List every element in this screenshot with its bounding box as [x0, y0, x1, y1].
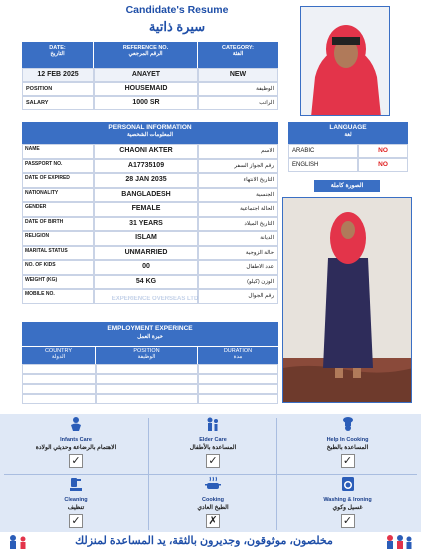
employment-row: [22, 384, 278, 394]
language-name: ARABIC: [288, 144, 358, 158]
employment-section: [22, 322, 278, 404]
personal-row-value: ISLAM: [94, 231, 198, 246]
personal-row-label: NO. OF KIDS: [22, 260, 94, 275]
col-country: COUNTRY: [44, 348, 73, 354]
personal-info-row: [22, 260, 278, 275]
personal-row-ar: التاريخ الميلاد: [198, 217, 278, 232]
salary-row: [22, 96, 278, 110]
personal-row-ar: التاريخ الانتهاء: [198, 173, 278, 188]
personal-row-value: 54 KG: [94, 275, 198, 290]
personal-row-ar: الديانة: [198, 231, 278, 246]
personal-row-ar: الجنسية: [198, 188, 278, 203]
personal-info-section: [22, 122, 278, 304]
personal-row-value: 28 JAN 2035: [94, 173, 198, 188]
personal-row-label: MOBILE NO.: [22, 289, 94, 304]
elder-icon: [150, 416, 276, 437]
personal-row-ar: رقم الجوال: [198, 289, 278, 304]
personal-row-label: DATE OF BIRTH: [22, 217, 94, 232]
personal-info-row: [22, 202, 278, 217]
service-elder-care: [150, 416, 276, 472]
employment-row: [22, 374, 278, 384]
service-label: Help In Cooking: [326, 437, 369, 443]
services-grid: [0, 414, 421, 532]
footer-slogan: مخلصون، موثوقون، وجديرون بالثقة، يد المساعدة لمنزلك: [75, 535, 333, 547]
service-washing-ironing: [278, 476, 417, 532]
portrait-photo: [300, 6, 390, 116]
service-checkbox[interactable]: ✓: [69, 514, 83, 528]
ref-value: ANAYET: [94, 68, 198, 82]
service-cooking: [150, 476, 276, 532]
position-label: POSITION: [22, 82, 94, 96]
service-cleaning: [4, 476, 148, 532]
service-checkbox[interactable]: ✓: [341, 514, 355, 528]
personal-row-value: FEMALE: [94, 202, 198, 217]
position-row: [22, 82, 278, 96]
employment-title: EMPLOYMENT EXPERINCE: [107, 325, 193, 332]
date-value: 12 FEB 2025: [22, 68, 94, 82]
col-duration: DURATION: [223, 348, 253, 354]
salary-label: SALARY: [22, 96, 94, 110]
language-level: NO: [358, 144, 408, 158]
employment-row: [22, 394, 278, 404]
personal-info-row: [22, 159, 278, 174]
title-en: Candidate's Resume: [125, 4, 229, 16]
full-body-photo: [282, 197, 412, 403]
personal-row-label: NATIONALITY: [22, 188, 94, 203]
personal-row-label: PASSPORT NO.: [22, 159, 94, 174]
service-label: Elder Care: [199, 437, 227, 443]
personal-row-value: 00: [94, 260, 198, 275]
personal-info-row: [22, 144, 278, 159]
personal-info-row: [22, 217, 278, 232]
chef-icon: [278, 416, 417, 437]
service-label-ar: تنظيف: [67, 505, 85, 511]
col-country-ar: الدولة: [51, 354, 66, 360]
pot-icon: [150, 476, 276, 497]
washer-icon: [278, 476, 417, 497]
language-title-ar: لغة: [344, 132, 352, 138]
category-header: CATEGORY:: [222, 45, 254, 51]
service-help-in-cooking: [278, 416, 417, 472]
personal-row-value: A17735109: [94, 159, 198, 174]
personal-row-ar: رقم الجواز السفر: [198, 159, 278, 174]
ref-header-ar: الرقم المرجعي: [128, 51, 163, 57]
date-header: DATE:: [49, 45, 66, 51]
top-table-header: [22, 42, 278, 68]
service-label-ar: الطبخ العادي: [197, 505, 229, 511]
personal-info-title-ar: المعلومات الشخصية: [126, 132, 174, 138]
service-label: Infants Care: [60, 437, 92, 443]
language-section: [288, 122, 408, 172]
portrait-illustration: [301, 7, 390, 116]
col-position: POSITION: [133, 348, 160, 354]
personal-info-row: [22, 188, 278, 203]
salary-value: 1000 SR: [94, 96, 198, 110]
personal-row-label: NAME: [22, 144, 94, 159]
personal-row-value: CHAONI AKTER: [94, 144, 198, 159]
language-header: [288, 122, 408, 144]
service-label: Cooking: [202, 497, 224, 503]
personal-row-label: RELIGION: [22, 231, 94, 246]
full-body-illustration: [283, 198, 412, 403]
personal-row-ar: عدد الاطفال: [198, 260, 278, 275]
date-header-ar: التاريخ: [50, 51, 65, 57]
language-name: ENGLISH: [288, 158, 358, 172]
family-icon: [8, 534, 30, 550]
personal-row-ar: حالة الزوجية: [198, 246, 278, 261]
personal-row-ar: الحالة اجتماعية: [198, 202, 278, 217]
language-title: LANGUAGE: [329, 124, 367, 131]
language-row-arabic: [288, 144, 408, 158]
employment-title-ar: خبرة العمل: [137, 334, 163, 340]
position-value: HOUSEMAID: [94, 82, 198, 96]
personal-row-label: MARITAL STATUS: [22, 246, 94, 261]
col-duration-ar: مدة: [233, 354, 243, 360]
service-label-ar: المساعدة بالطبخ: [326, 445, 369, 451]
employment-header: [22, 322, 278, 346]
personal-row-value: BANGLADESH: [94, 188, 198, 203]
top-table-values: [22, 68, 278, 82]
personal-row-label: GENDER: [22, 202, 94, 217]
category-header-ar: الفئة: [232, 51, 244, 57]
resume-title: [92, 4, 262, 35]
personal-info-row: [22, 246, 278, 261]
personal-row-ar: الاسم: [198, 144, 278, 159]
personal-row-label: WEIGHT (KG): [22, 275, 94, 290]
personal-info-title: PERSONAL INFORMATION: [108, 124, 192, 131]
personal-row-value: 31 YEARS: [94, 217, 198, 232]
employment-columns: [22, 346, 278, 364]
service-checkbox[interactable]: ✓: [69, 454, 83, 468]
ref-header: REFERENCE NO.: [122, 45, 169, 51]
top-info-table: [22, 42, 278, 110]
service-checkbox[interactable]: ✗: [206, 514, 220, 528]
personal-row-ar: الوزن (كيلو): [198, 275, 278, 290]
cleaning-icon: [4, 476, 148, 497]
full-photo-button[interactable]: الصورة كاملة: [314, 180, 380, 192]
personal-row-value: UNMARRIED: [94, 246, 198, 261]
service-label-ar: الاهتمام بالرضاعة وحديثي الولادة: [35, 445, 117, 451]
service-infants-care: [4, 416, 148, 472]
service-checkbox[interactable]: ✓: [341, 454, 355, 468]
personal-info-header: [22, 122, 278, 144]
col-position-ar: الوظيفة: [137, 354, 156, 360]
language-row-english: [288, 158, 408, 172]
employment-row: [22, 364, 278, 374]
position-ar: الوظيفة: [198, 82, 278, 96]
personal-info-row: [22, 275, 278, 290]
workers-icon: [384, 534, 414, 550]
service-checkbox[interactable]: ✓: [206, 454, 220, 468]
footer: [0, 532, 421, 551]
service-label-ar: المساعدة بالأطفال: [189, 445, 237, 451]
personal-row-label: DATE OF EXPIRED: [22, 173, 94, 188]
service-label: Washing & Ironing: [323, 497, 372, 503]
category-value: NEW: [198, 68, 278, 82]
personal-info-row: [22, 173, 278, 188]
service-label: Cleaning: [64, 497, 88, 503]
watermark-text: EXPERIENCE OVERSEAS LTD: [111, 296, 199, 302]
salary-ar: الراتب: [198, 96, 278, 110]
title-ar: سيرة ذاتية: [148, 19, 206, 34]
language-level: NO: [358, 158, 408, 172]
personal-info-row: [22, 231, 278, 246]
personal-info-rows: [22, 144, 278, 304]
baby-icon: [4, 416, 148, 437]
service-label-ar: غسيل وكوي: [332, 505, 363, 511]
